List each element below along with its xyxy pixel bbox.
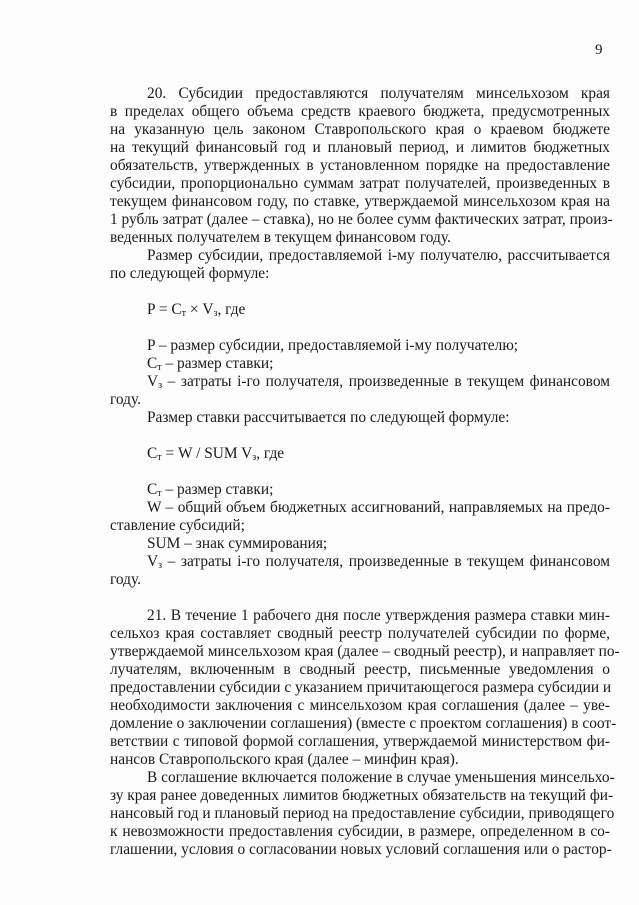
text-line: на текущий финансовый год и плановый период, и лимитов бюджетных: [110, 139, 610, 156]
text-line: субсидии, пропорционально суммам затрат получателей, произведенных в: [110, 175, 610, 192]
text-line: глашении, условия о согласовании новых условий соглашения или о растор-: [110, 841, 612, 858]
text-line: на указанную цель законом Ставропольского края о краевом бюджете: [110, 121, 610, 138]
page-number: 9: [595, 42, 603, 58]
text-line: обязательств, утвержденных в установленном порядке на предоставление: [110, 157, 610, 174]
text-line: $С_т = W$ / SUM $V_з$, где: [147, 445, 285, 463]
text-line: SUM – знак суммирования;: [147, 535, 328, 552]
text-line: необходимости заключения с минсельхозом края соглашения (далее – уве-: [110, 697, 610, 714]
text-line: в пределах общего объема средств краевого бюджета, предусмотренных: [110, 103, 610, 120]
text-line: зу края ранее доведенных лимитов бюджетных обязательств на текущий фи-: [110, 787, 614, 804]
text-line: Размер субсидии, предоставляемой i-му получателю, рассчитывается: [147, 247, 610, 264]
text-line: 20. Субсидии предоставляются получателям минсельхозом края: [147, 85, 610, 102]
text-line: году.: [110, 571, 142, 588]
text-line: домление о заключении соглашения) (вместе с проектом соглашения) в соот-: [110, 715, 617, 732]
text-line: нансовый год и плановый период на предоставление субсидии, приводящего: [110, 805, 615, 822]
text-line: к невозможности предоставления субсидии, в размере, определенном в со-: [110, 823, 610, 840]
text-line: В соглашение включается положение в случае уменьшения минсельхо-: [147, 769, 615, 786]
text-line: предоставлении субсидии с указанием причитающегося размера субсидии и: [110, 679, 612, 696]
text-line: текущем финансовом году, по ставке, утверждаемой минсельхозом края на: [110, 193, 610, 210]
text-line: W – общий объем бюджетных ассигнований, направляемых на предо-: [147, 499, 610, 516]
text-line: утверждаемой минсельхозом края (далее – сводный реестр), и направляет по-: [110, 643, 620, 660]
text-line: ветствии с типовой формой соглашения, утверждаемой министерством фи-: [110, 733, 610, 750]
text-line: $P = С_т \times V_з$, где: [147, 301, 246, 319]
text-line: P – размер субсидии, предоставляемой i-му получателю;: [147, 337, 519, 354]
text-line: ставление субсидий;: [110, 517, 245, 534]
text-line: году.: [110, 391, 142, 408]
text-line: Размер ставки рассчитывается по следующей формуле:: [147, 409, 510, 426]
text-line: $С_т$ – размер ставки;: [147, 355, 274, 373]
text-line: $V_з$ – затраты i-го получателя, произведенные в текущем финансовом: [147, 373, 610, 391]
text-line: веденных получателем в текущем финансовом году.: [110, 229, 451, 246]
text-line: нансов Ставропольского края (далее – минфин края).: [110, 751, 459, 768]
text-line: 1 рубль затрат (далее – ставка), но не более сумм фактических затрат, произ-: [110, 211, 613, 228]
text-line: $С_т$ – размер ставки;: [147, 481, 274, 499]
text-line: лучателям, включенным в сводный реестр, письменные уведомления о: [110, 661, 610, 678]
text-line: по следующей формуле:: [110, 265, 270, 282]
text-line: 21. В течение 1 рабочего дня после утверждения размера ставки мин-: [147, 607, 610, 624]
text-line: $V_з$ – затраты i-го получателя, произведенные в текущем финансовом: [147, 553, 610, 571]
text-line: сельхоз края составляет сводный реестр получателей субсидии по форме,: [110, 625, 610, 642]
